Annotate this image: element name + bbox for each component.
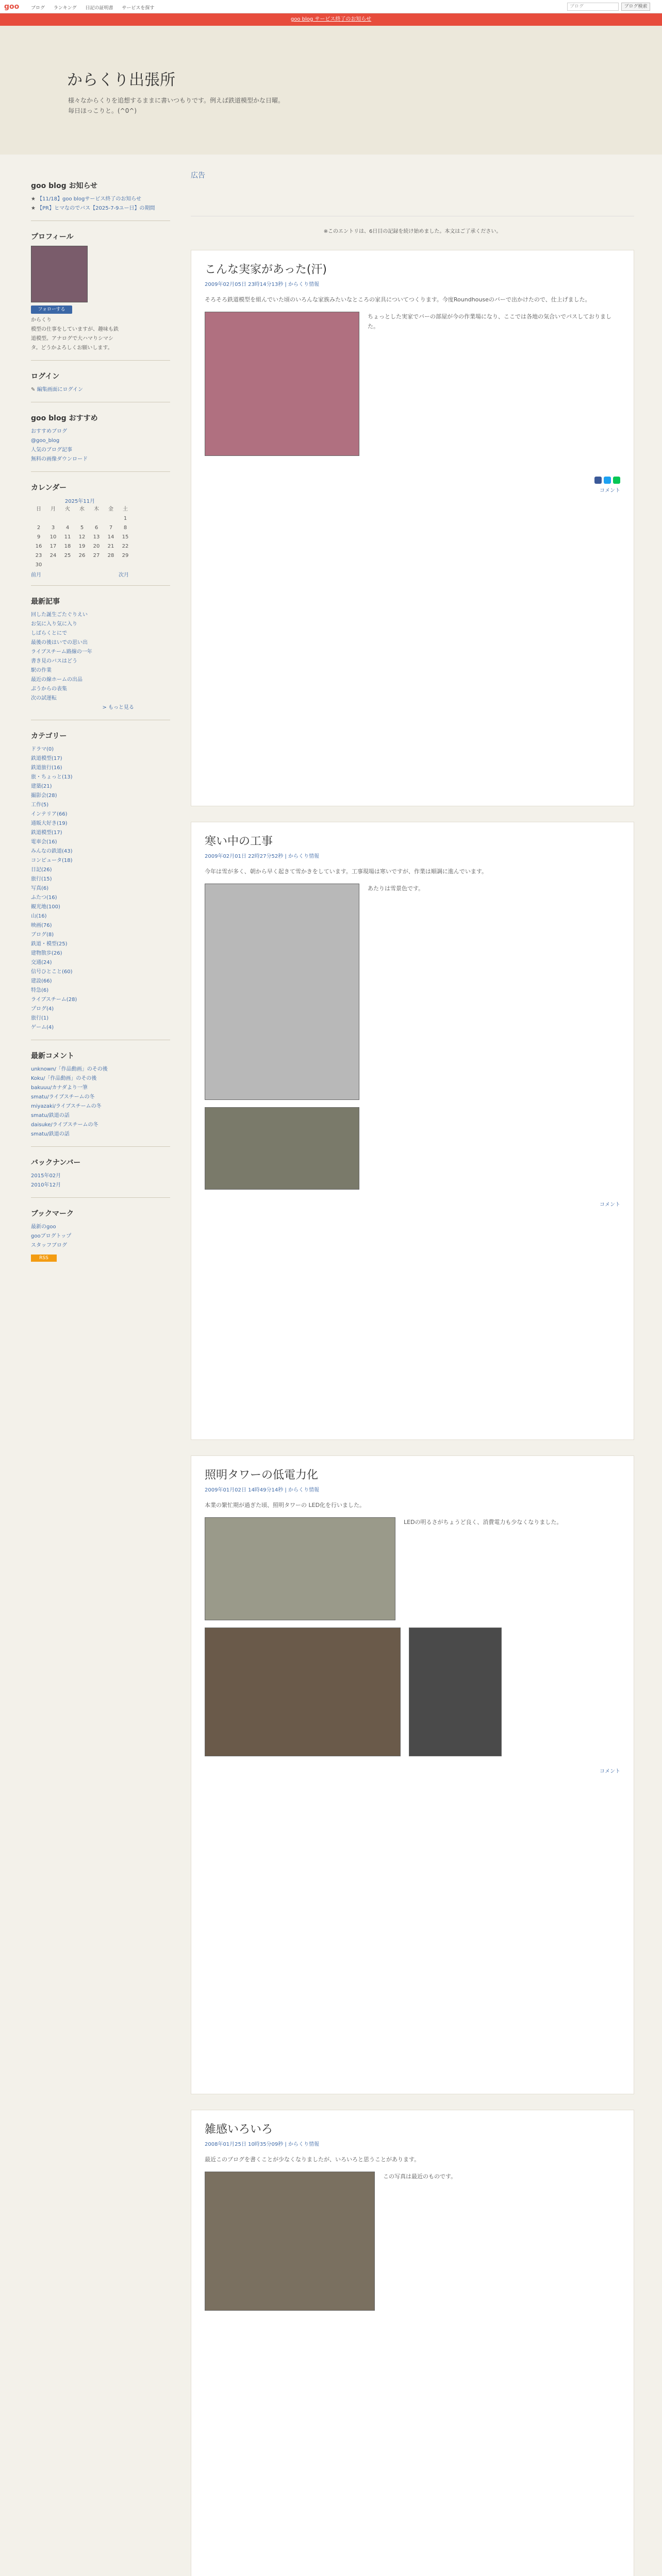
ad-label: 広告 (191, 172, 205, 180)
calendar-day-header: 火 (65, 506, 70, 512)
category-link[interactable]: 建築(21) (31, 784, 52, 789)
calendar-day (46, 561, 60, 569)
recent-article-link[interactable]: 駅の作業 (31, 668, 52, 673)
sidebar-heading: カテゴリー (31, 732, 67, 740)
post-meta: 2008年01月25日 10時35分09秒 | からくり情報 (205, 2142, 319, 2147)
calendar-next[interactable]: 次月 (119, 572, 129, 578)
intro-text: ※このエントリは、6日目の記録を続け始めました。本文はご了承ください。 (323, 229, 502, 234)
calendar-day (61, 515, 74, 523)
comment-link[interactable]: コメント (600, 1202, 620, 1208)
login-item[interactable] (31, 385, 170, 395)
calendar-day[interactable]: 12 (78, 534, 86, 540)
nav-item[interactable]: サービスを探す (122, 6, 155, 11)
comment-link[interactable]: コメント (600, 488, 620, 494)
calendar-day[interactable]: 2 (37, 525, 41, 531)
category-list (31, 745, 170, 1032)
post-photo (205, 1628, 401, 1756)
recommend-item[interactable] (31, 455, 170, 464)
category-link[interactable]: 鉄道模型(17) (31, 756, 62, 761)
calendar-prev[interactable]: 前月 (31, 572, 41, 578)
calendar-day[interactable]: 5 (80, 525, 84, 531)
calendar-day[interactable]: 9 (37, 534, 41, 540)
category-link[interactable]: 建物散歩(26) (31, 951, 62, 956)
category-link[interactable]: 旅・ちょっと(13) (31, 774, 73, 780)
calendar-day[interactable]: 8 (123, 525, 127, 531)
recommend-link[interactable]: おすすめブログ (31, 429, 68, 434)
post-body-2: LEDの明るさがちょうど良く、消費電力も少なくなりました。 (404, 1519, 562, 1526)
profile-photo (31, 246, 88, 302)
category-link[interactable]: 観光地(100) (31, 904, 60, 910)
recommend-link[interactable]: 無料の画像ダウンロード (31, 456, 88, 462)
calendar-day[interactable]: 29 (122, 553, 129, 558)
divider (31, 585, 170, 586)
comment-link-item[interactable]: smatu/ライブスチームの冬 (31, 1094, 95, 1100)
service-notice-banner (0, 13, 662, 26)
post-title[interactable]: 雑感いろいろ (205, 2123, 273, 2136)
recent-article-link[interactable]: 次の試運転 (31, 696, 57, 701)
category-link[interactable]: 鉄道・模型(25) (31, 941, 68, 947)
post-body: 本業の繁忙期が過ぎた頃、照明タワーの LED化を行いました。 (205, 1502, 366, 1509)
post-title[interactable]: 寒い中の工事 (205, 835, 273, 848)
category-link[interactable]: 交通(24) (31, 960, 52, 965)
category-link[interactable]: 撮影会(28) (31, 793, 57, 799)
bookmark-link[interactable]: スタッフブログ (31, 1243, 67, 1248)
calendar-day (90, 561, 103, 569)
comment-link-item[interactable]: unknown/「作品動画」のその後 (31, 1066, 108, 1072)
calendar-day (75, 561, 89, 569)
follow-button[interactable]: フォローする (31, 306, 72, 314)
news-link[interactable]: 【PR】ヒマなのでバス【2025-7-9ユー日】の期間 (37, 206, 155, 211)
sidebar-heading: プロフィール (31, 233, 74, 241)
calendar-day (32, 515, 45, 523)
share-icon[interactable] (613, 477, 620, 484)
backnumber-link[interactable]: 2010年12月 (31, 1182, 61, 1188)
comment-link-item[interactable]: Koku/「作品動画」のその後 (31, 1076, 97, 1081)
calendar-day[interactable]: 11 (64, 534, 71, 540)
ad-space (191, 185, 634, 216)
category-link[interactable]: 信号ひとこと(60) (31, 969, 73, 975)
blog-description: 様々なからくりを追想するままに書いつもりです。例えば鉄道模型かな日曜。毎日ほっこりと。(^0^) (68, 97, 285, 114)
calendar-day[interactable]: 30 (35, 562, 42, 568)
calendar-day[interactable]: 14 (107, 534, 114, 540)
share-icon[interactable] (604, 477, 611, 484)
calendar-day[interactable]: 1 (123, 516, 127, 521)
edit-icon: ✎ (31, 387, 37, 393)
comment-link-item[interactable]: miyazaki/ライブスチームの冬 (31, 1104, 102, 1109)
post (191, 1455, 634, 2094)
star-icon: ★ (31, 206, 38, 211)
calendar-day[interactable]: 7 (109, 525, 113, 531)
rss-badge[interactable]: RSS (31, 1255, 57, 1262)
calendar-day[interactable]: 23 (35, 553, 42, 558)
calendar-table (31, 504, 133, 570)
category-link[interactable]: 鉄道模型(17) (31, 830, 62, 836)
sidebar-heading: 最新記事 (31, 598, 60, 606)
calendar-day[interactable]: 24 (49, 553, 57, 558)
calendar-day-header: 日 (36, 506, 41, 512)
category-link[interactable]: 日記(26) (31, 867, 52, 873)
login-link[interactable]: 編集画面にログイン (37, 387, 84, 393)
main-content (191, 170, 634, 2576)
post-photo (205, 1107, 359, 1190)
category-link[interactable]: 鉄道旅行(16) (31, 765, 62, 771)
category-link[interactable]: 建設(66) (31, 978, 52, 984)
comment-link-item[interactable]: smatu/鉄道の話 (31, 1131, 70, 1137)
sidebar-heading: 最新コメント (31, 1052, 74, 1060)
calendar-day[interactable]: 26 (78, 553, 86, 558)
category-link[interactable]: 写真(6) (31, 886, 49, 891)
sidebar-heading: ログイン (31, 372, 60, 381)
post-meta: 2009年02月01日 22時27分52秒 | からくり情報 (205, 854, 319, 859)
calendar-day (90, 515, 103, 523)
blog-header (0, 26, 662, 155)
more-link[interactable]: > もっと見る (102, 705, 134, 710)
news-link[interactable]: 【11/18】goo blogサービス終了のお知らせ (37, 196, 142, 202)
post-photo (205, 2172, 375, 2311)
divider (31, 1197, 170, 1198)
top-bar (0, 0, 662, 13)
calendar-day-header: 水 (79, 506, 85, 512)
post-body: 最近このブログを書くことが少なくなりましたが、いろいろと思うことがあります。 (205, 2156, 420, 2163)
nav-item[interactable]: ランキング (53, 6, 77, 11)
sidebar-heading: ブックマーク (31, 1210, 74, 1218)
recent-article-link[interactable]: ぷうからの表集 (31, 686, 67, 692)
calendar-day[interactable]: 27 (93, 553, 100, 558)
calendar-day-header: 金 (108, 506, 113, 512)
profile-name: からくり (31, 317, 52, 323)
calendar-day[interactable]: 10 (49, 534, 57, 540)
backnumber-link[interactable]: 2015年02月 (31, 1173, 61, 1179)
post (191, 250, 634, 806)
recommend-item[interactable] (31, 446, 170, 455)
comment-link-item[interactable]: smatu/鉄道の話 (31, 1113, 70, 1118)
sidebar-heading: goo blog おすすめ (31, 414, 98, 422)
recent-article-link[interactable]: 最近の線ホームの出品 (31, 677, 82, 683)
post-title[interactable]: 照明タワーの低電力化 (205, 1469, 319, 1482)
divider (31, 1146, 170, 1147)
category-link[interactable]: プログ(4) (31, 1006, 54, 1012)
calendar-day[interactable]: 28 (107, 553, 114, 558)
star-icon: ★ (31, 196, 38, 202)
category-link[interactable]: ライブスチーム(28) (31, 997, 77, 1003)
category-link[interactable]: 電車会(16) (31, 839, 57, 845)
category-link[interactable]: みんなの鉄道(43) (31, 849, 73, 854)
recommend-item[interactable] (31, 427, 170, 436)
calendar-day-header: 月 (51, 506, 56, 512)
goo-logo[interactable]: goo (4, 3, 20, 11)
divider (31, 471, 170, 472)
category-link[interactable]: ブログ(8) (31, 932, 54, 938)
post-body: 今年は雪が多く、朝から早く起きて雪かきをしています。工事現場は寒いですが、作業は順調に進んでいます。 (205, 868, 488, 875)
comment-link-item[interactable]: daisuke/ライブスチームの冬 (31, 1122, 98, 1128)
sns-buttons (205, 477, 620, 484)
calendar-day[interactable]: 25 (64, 553, 71, 558)
recent-article-link[interactable]: 回した誕生ごたぐりえい (31, 612, 88, 618)
calendar-day[interactable]: 4 (65, 525, 70, 531)
nav-item[interactable]: ブログ (31, 6, 45, 11)
comment-link[interactable]: コメント (600, 1769, 620, 1774)
news-item[interactable] (31, 195, 170, 204)
recommend-item[interactable] (31, 436, 170, 446)
profile-text: 模型の仕事をしていますが、趣味も鉄道模型。アナログで大ハマりシマシタ。どうかよろしくお願いします。 (31, 327, 119, 351)
calendar-day-header: 土 (123, 506, 128, 512)
post-body: そろそろ鉄道模型を組んでいた頃のいろんな家族みたいなところの家具についてつくります。今度Roundhouseのバーで出かけたので、仕上げました。 (205, 296, 591, 303)
comment-list (31, 1065, 170, 1139)
category-link[interactable]: 特急(6) (31, 988, 49, 993)
search-button[interactable]: ブログ検索 (621, 3, 650, 11)
bookmark-link[interactable]: gooブログトップ (31, 1233, 72, 1239)
category-link[interactable]: ふたつ(16) (31, 895, 57, 901)
calendar-day (119, 561, 132, 569)
calendar-day[interactable]: 16 (35, 544, 42, 549)
calendar-nav (31, 570, 129, 578)
post (191, 2110, 634, 2576)
calendar-day[interactable]: 20 (93, 544, 100, 549)
category-link[interactable]: ゲーム(4) (31, 1025, 54, 1030)
post-meta: 2009年01月02日 14時49分14秒 | からくり情報 (205, 1487, 319, 1493)
category-link[interactable]: インテリア(66) (31, 811, 68, 817)
notice-link[interactable]: goo blog サービス終了のお知らせ (290, 16, 372, 22)
recent-article-link[interactable]: 書き見のバスはどう (31, 658, 77, 664)
post-photo (205, 1517, 395, 1620)
search-input[interactable]: ブログ (567, 3, 619, 11)
post-body-2: ちょっとした実家でバーの部屋が今の作業場になり、ここでは各地の気合いでパスしておりました。 (368, 313, 611, 330)
post (191, 822, 634, 1440)
calendar-day-header: 木 (94, 506, 99, 512)
calendar-day[interactable]: 19 (78, 544, 86, 549)
news-item[interactable] (31, 204, 170, 213)
calendar-day[interactable]: 3 (51, 525, 55, 531)
sidebar-heading: カレンダー (31, 484, 67, 492)
post-meta: 2009年02月05日 23時14分13秒 | からくり情報 (205, 282, 319, 287)
post-body-2: この写真は最近のものです。 (383, 2173, 457, 2180)
blog-title[interactable]: からくり出張所 (67, 71, 175, 89)
category-link[interactable]: 映画(76) (31, 923, 52, 928)
calendar-day[interactable]: 15 (122, 534, 129, 540)
recent-article-link[interactable]: しばらくとにで (31, 631, 67, 636)
nav-item[interactable]: 日記の証明書 (85, 6, 113, 11)
calendar-day[interactable]: 17 (49, 544, 57, 549)
calendar-day[interactable]: 22 (122, 544, 129, 549)
calendar-day (61, 561, 74, 569)
sidebar (31, 170, 170, 1262)
calendar-day[interactable]: 6 (94, 525, 98, 531)
bookmark-link[interactable]: 最新のgoo (31, 1224, 56, 1230)
sidebar-heading: goo blog お知らせ (31, 182, 98, 190)
recent-article-link[interactable]: お気に入り気に入り (31, 621, 77, 627)
category-link[interactable]: ドラマ(0) (31, 747, 54, 752)
recent-article-link[interactable]: ライブスチーム路線の一年 (31, 649, 92, 655)
calendar-day[interactable]: 21 (107, 544, 114, 549)
category-link[interactable]: 工作(5) (31, 802, 49, 808)
top-nav (31, 4, 161, 11)
calendar-month: 2025年11月 (64, 499, 95, 504)
category-link[interactable]: 旅行(1) (31, 1015, 49, 1021)
calendar-day (75, 515, 89, 523)
calendar-day (104, 561, 118, 569)
recommend-link[interactable]: 人気のブログ記事 (31, 447, 72, 453)
calendar-day (46, 515, 60, 523)
recent-list (31, 611, 170, 703)
recommend-link[interactable]: @goo_blog (31, 438, 60, 444)
recent-article-link[interactable]: 最後の後はいでの思い出 (31, 640, 88, 646)
post-photo (205, 312, 359, 456)
category-link[interactable]: 山(16) (31, 913, 47, 919)
post-body-2: あたりは雪景色です。 (368, 885, 424, 892)
post-photo (205, 884, 359, 1100)
share-icon[interactable] (594, 477, 602, 484)
category-link[interactable]: 旅行(15) (31, 876, 52, 882)
calendar-day[interactable]: 18 (64, 544, 71, 549)
sidebar-heading: バックナンバー (31, 1159, 81, 1167)
comment-link-item[interactable]: bakuuu/カナダより一筆 (31, 1085, 88, 1091)
divider (31, 360, 170, 361)
calendar-day[interactable]: 13 (93, 534, 100, 540)
post-title[interactable]: こんな実家があった(汗) (205, 263, 327, 276)
category-link[interactable]: コンピュータ(18) (31, 858, 73, 863)
calendar-day (104, 515, 118, 523)
post-photo (409, 1628, 502, 1756)
category-link[interactable]: 通販大好き(19) (31, 821, 68, 826)
